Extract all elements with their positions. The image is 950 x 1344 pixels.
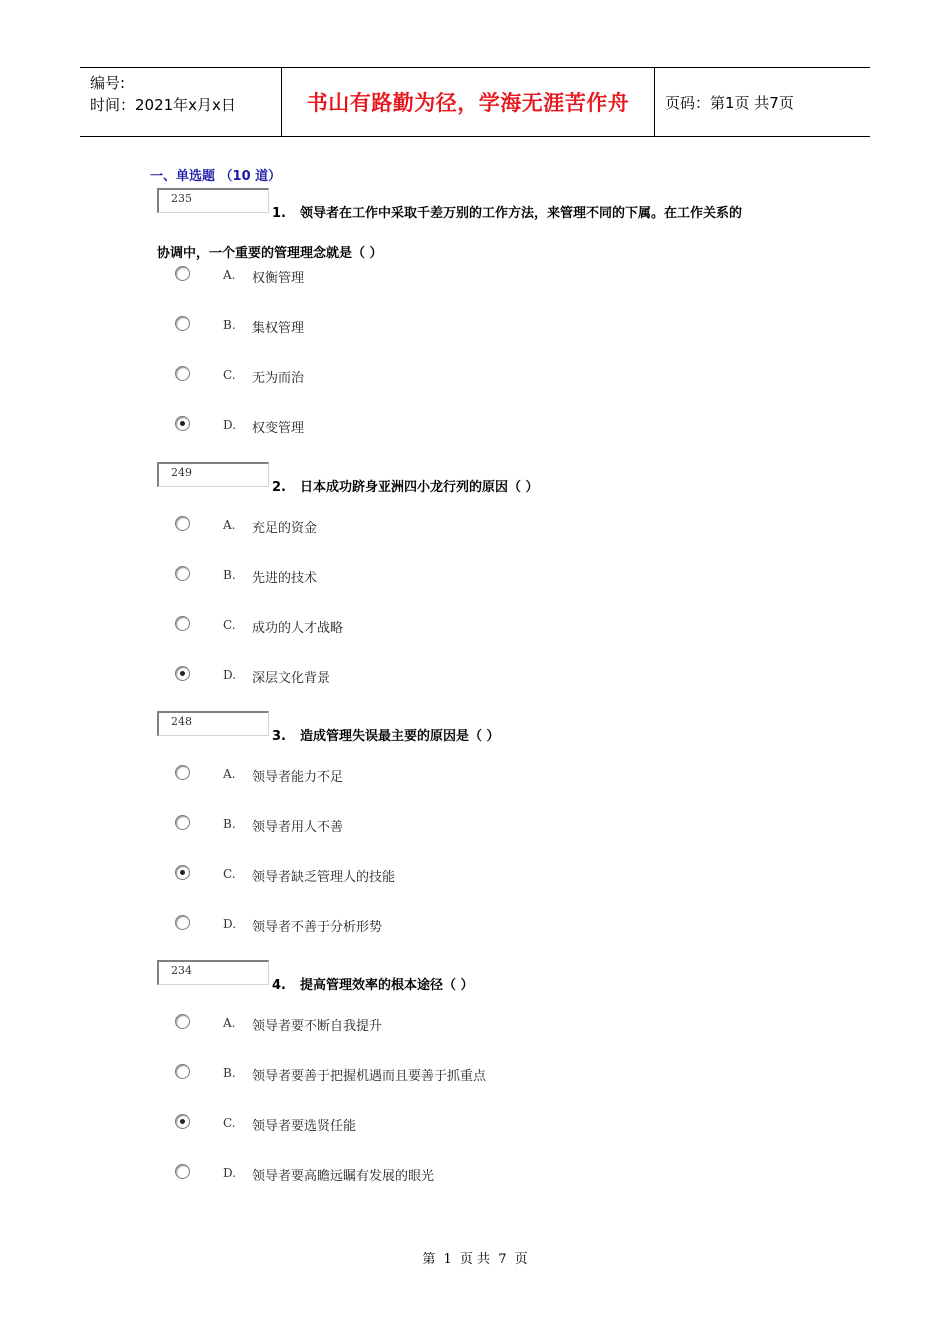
option-text: 成功的人才战略: [252, 621, 344, 636]
answer-option[interactable]: [175, 616, 775, 636]
option-letter: C.: [223, 368, 236, 382]
radio-unselected-icon[interactable]: [175, 765, 190, 780]
answer-option[interactable]: [175, 1114, 775, 1134]
option-text: 领导者不善于分析形势: [252, 920, 383, 935]
radio-unselected-icon[interactable]: [175, 815, 190, 830]
option-text: 先进的技术: [252, 571, 318, 586]
document-number-label: 编号:: [90, 74, 126, 92]
header-motto: 书山有路勤为径，学海无涯苦作舟: [306, 91, 630, 115]
page-footer: [0, 1248, 950, 1267]
option-text: 集权管理: [252, 321, 305, 336]
question-number: 4.: [272, 978, 286, 993]
header-motto-cell: [282, 68, 655, 136]
question-stem: 领导者在工作中采取千差万别的工作方法，来管理不同的下属。在工作关系的: [300, 206, 743, 221]
footer-prefix: 第: [422, 1252, 436, 1267]
option-letter: D.: [223, 917, 237, 931]
option-text: 领导者能力不足: [252, 770, 344, 785]
radio-unselected-icon[interactable]: [175, 566, 190, 581]
answer-option[interactable]: [175, 416, 775, 436]
option-letter: D.: [223, 668, 237, 682]
option-text: 深层文化背景: [252, 671, 331, 686]
question-number: 3.: [272, 729, 286, 744]
question-id-box: 248: [157, 711, 269, 736]
question-stem: 造成管理失误最主要的原因是（ ）: [300, 729, 500, 744]
option-text: 无为而治: [252, 371, 305, 386]
question-text: [272, 476, 539, 495]
header-page-cell: [655, 68, 870, 136]
option-letter: B.: [223, 817, 236, 831]
question-id-box: 249: [157, 462, 269, 487]
option-text: 领导者用人不善: [252, 820, 344, 835]
radio-dot-icon: [180, 1119, 185, 1124]
option-letter: D.: [223, 418, 237, 432]
question-stem: 提高管理效率的根本途径（ ）: [300, 978, 474, 993]
radio-selected-icon[interactable]: [175, 865, 190, 880]
option-letter: D.: [223, 1166, 237, 1180]
answer-option[interactable]: [175, 815, 775, 835]
answer-option[interactable]: [175, 266, 775, 286]
answer-option[interactable]: [175, 1164, 775, 1184]
answer-option[interactable]: [175, 566, 775, 586]
radio-unselected-icon[interactable]: [175, 1064, 190, 1079]
radio-selected-icon[interactable]: [175, 1114, 190, 1129]
option-text: 领导者要不断自我提升: [252, 1019, 383, 1034]
option-letter: A.: [223, 518, 236, 532]
answer-option[interactable]: [175, 516, 775, 536]
option-letter: C.: [223, 1116, 236, 1130]
option-text: 领导者要选贤任能: [252, 1119, 357, 1134]
question-number: 2.: [272, 480, 286, 495]
radio-unselected-icon[interactable]: [175, 1014, 190, 1029]
radio-selected-icon[interactable]: [175, 416, 190, 431]
option-text: 权变管理: [252, 421, 305, 436]
question-text: [272, 202, 742, 221]
footer-middle: 页 共: [459, 1252, 491, 1267]
option-text: 权衡管理: [252, 271, 305, 286]
option-letter: B.: [223, 568, 236, 582]
radio-unselected-icon[interactable]: [175, 915, 190, 930]
radio-unselected-icon[interactable]: [175, 516, 190, 531]
answer-option[interactable]: [175, 915, 775, 935]
page-header: [80, 67, 870, 137]
footer-total-pages: 7: [498, 1252, 507, 1267]
option-letter: A.: [223, 767, 236, 781]
option-letter: B.: [223, 318, 236, 332]
footer-suffix: 页: [514, 1252, 528, 1267]
question-number: 1.: [272, 206, 286, 221]
radio-dot-icon: [180, 870, 185, 875]
question-text: [272, 974, 474, 993]
option-text: 领导者要高瞻远瞩有发展的眼光: [252, 1169, 435, 1184]
question-id-box: 234: [157, 960, 269, 985]
option-letter: C.: [223, 867, 236, 881]
header-page-info: 页码：第1页 共7页: [665, 93, 794, 112]
radio-dot-icon: [180, 421, 185, 426]
option-text: 充足的资金: [252, 521, 318, 536]
answer-option[interactable]: [175, 1064, 775, 1084]
answer-option[interactable]: [175, 666, 775, 686]
option-letter: A.: [223, 268, 236, 282]
radio-unselected-icon[interactable]: [175, 266, 190, 281]
answer-option[interactable]: [175, 1014, 775, 1034]
answer-option[interactable]: [175, 765, 775, 785]
radio-unselected-icon[interactable]: [175, 1164, 190, 1179]
answer-option[interactable]: [175, 865, 775, 885]
question-text: [272, 725, 500, 744]
question-stem-continued: 协调中，一个重要的管理理念就是（ ）: [157, 246, 383, 261]
answer-option[interactable]: [175, 316, 775, 336]
option-text: 领导者缺乏管理人的技能: [252, 870, 396, 885]
option-letter: C.: [223, 618, 236, 632]
document-date-label: 时间：2021年x月x日: [90, 96, 236, 114]
header-meta-cell: [80, 68, 282, 136]
answer-option[interactable]: [175, 366, 775, 386]
option-letter: B.: [223, 1066, 236, 1080]
footer-current-page: 1: [443, 1252, 452, 1267]
radio-selected-icon[interactable]: [175, 666, 190, 681]
radio-unselected-icon[interactable]: [175, 366, 190, 381]
option-text: 领导者要善于把握机遇而且要善于抓重点: [252, 1069, 487, 1084]
question-id-box: 235: [157, 188, 269, 213]
radio-unselected-icon[interactable]: [175, 316, 190, 331]
section-title: 一、单选题 （10 道）: [150, 169, 282, 184]
radio-unselected-icon[interactable]: [175, 616, 190, 631]
question-stem: 日本成功跻身亚洲四小龙行列的原因（ ）: [300, 480, 539, 495]
radio-dot-icon: [180, 671, 185, 676]
option-letter: A.: [223, 1016, 236, 1030]
